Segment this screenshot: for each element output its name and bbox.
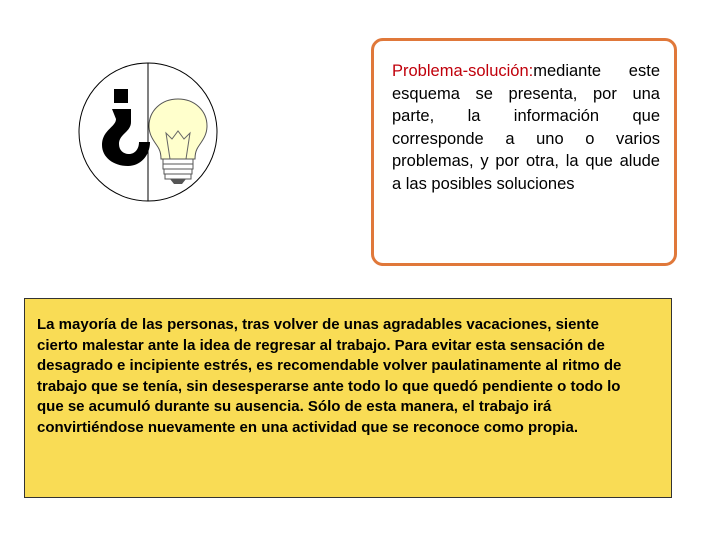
- definition-term: Problema-solución:: [392, 62, 534, 80]
- emblem-graphic: [78, 62, 218, 202]
- definition-body: mediante este esquema se presenta, por una parte, la información que corresponde a uno o varios problemas, y por otra, la que alude a las posibles soluciones: [392, 62, 660, 193]
- definition-box: [371, 38, 677, 266]
- definition-text: [392, 60, 660, 195]
- example-box: [24, 298, 672, 498]
- example-text: La mayoría de las personas, tras volver de unas agradables vacaciones, siente cierto malestar ante la idea de regresar al trabajo. Para evitar esta sensación de desagrado e incipiente estrés, es recomendable volver paulatinamente al ritmo de trabajo que se tenía, sin desesperarse ante todo lo que quedó pendiente o todo lo que se acumuló durante su ausencia. Sólo de esta manera, el trabajo irá convirtiéndose nuevamente en una actividad que se reconoce como propia.: [37, 316, 622, 436]
- problem-solution-emblem: [78, 62, 218, 202]
